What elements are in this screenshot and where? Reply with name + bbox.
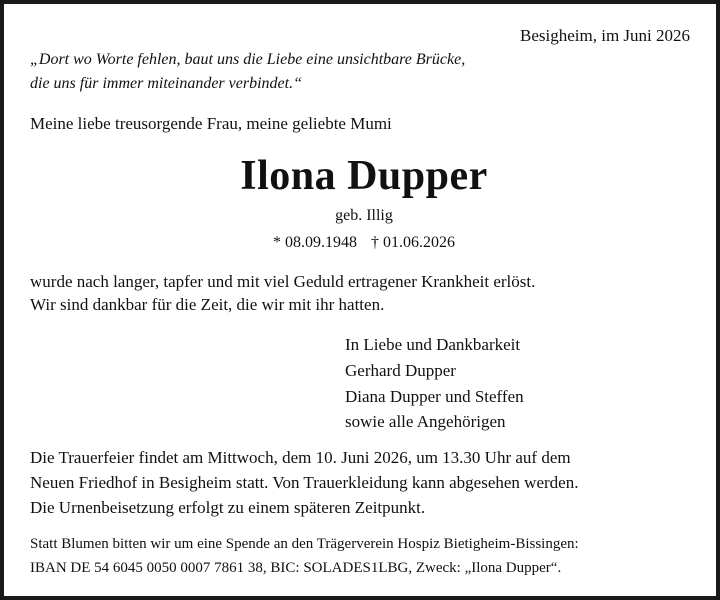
quote-line-1: „Dort wo Worte fehlen, baut uns die Liebe eine unsichtbare Brücke, [30,51,466,68]
donation-info-line-2: IBAN DE 54 6045 0050 0007 7861 38, BIC: SOLADES1LBG, Zweck: „Ilona Dupper“. [30,560,562,576]
funeral-info-line-2: Neuen Friedhof in Besigheim statt. Von Trauerkleidung kann abgesehen werden. [30,473,579,492]
deceased-name: Ilona Dupper [240,153,488,199]
body-line-1: wurde nach langer, tapfer und mit viel Geduld ertragener Krankheit erlöst. [30,272,536,291]
birth-date: * 08.09.1948 [273,234,357,251]
body-line-2: Wir sind dankbar für die Zeit, die wir mit ihr hatten. [30,295,385,314]
funeral-info-line-3: Die Urnenbeisetzung erfolgt zu einem späteren Zeitpunkt. [30,498,426,517]
signature-mourner-1: Gerhard Dupper [345,361,456,380]
intro-text: Meine liebe treusorgende Frau, meine geliebte Mumi [30,114,392,133]
death-date: † 01.06.2026 [371,234,455,251]
birth-name: geb. Illig [335,207,393,224]
life-dates [4,234,720,252]
signature-mourner-2: Diana Dupper und Steffen [345,387,524,406]
quote-line-2: die uns für immer miteinander verbindet.“ [30,75,302,92]
donation-info-line-1: Statt Blumen bitten wir um eine Spende an den Trägerverein Hospiz Bietigheim-Bissingen: [30,536,579,552]
funeral-info-line-1: Die Trauerfeier findet am Mittwoch, dem 10. Juni 2026, um 13.30 Uhr auf dem [30,448,571,467]
signature-closing: In Liebe und Dankbarkeit [345,335,521,354]
signature-mourner-3: sowie alle Angehörigen [345,412,506,431]
place-date: Besigheim, im Juni 2026 [520,26,690,45]
